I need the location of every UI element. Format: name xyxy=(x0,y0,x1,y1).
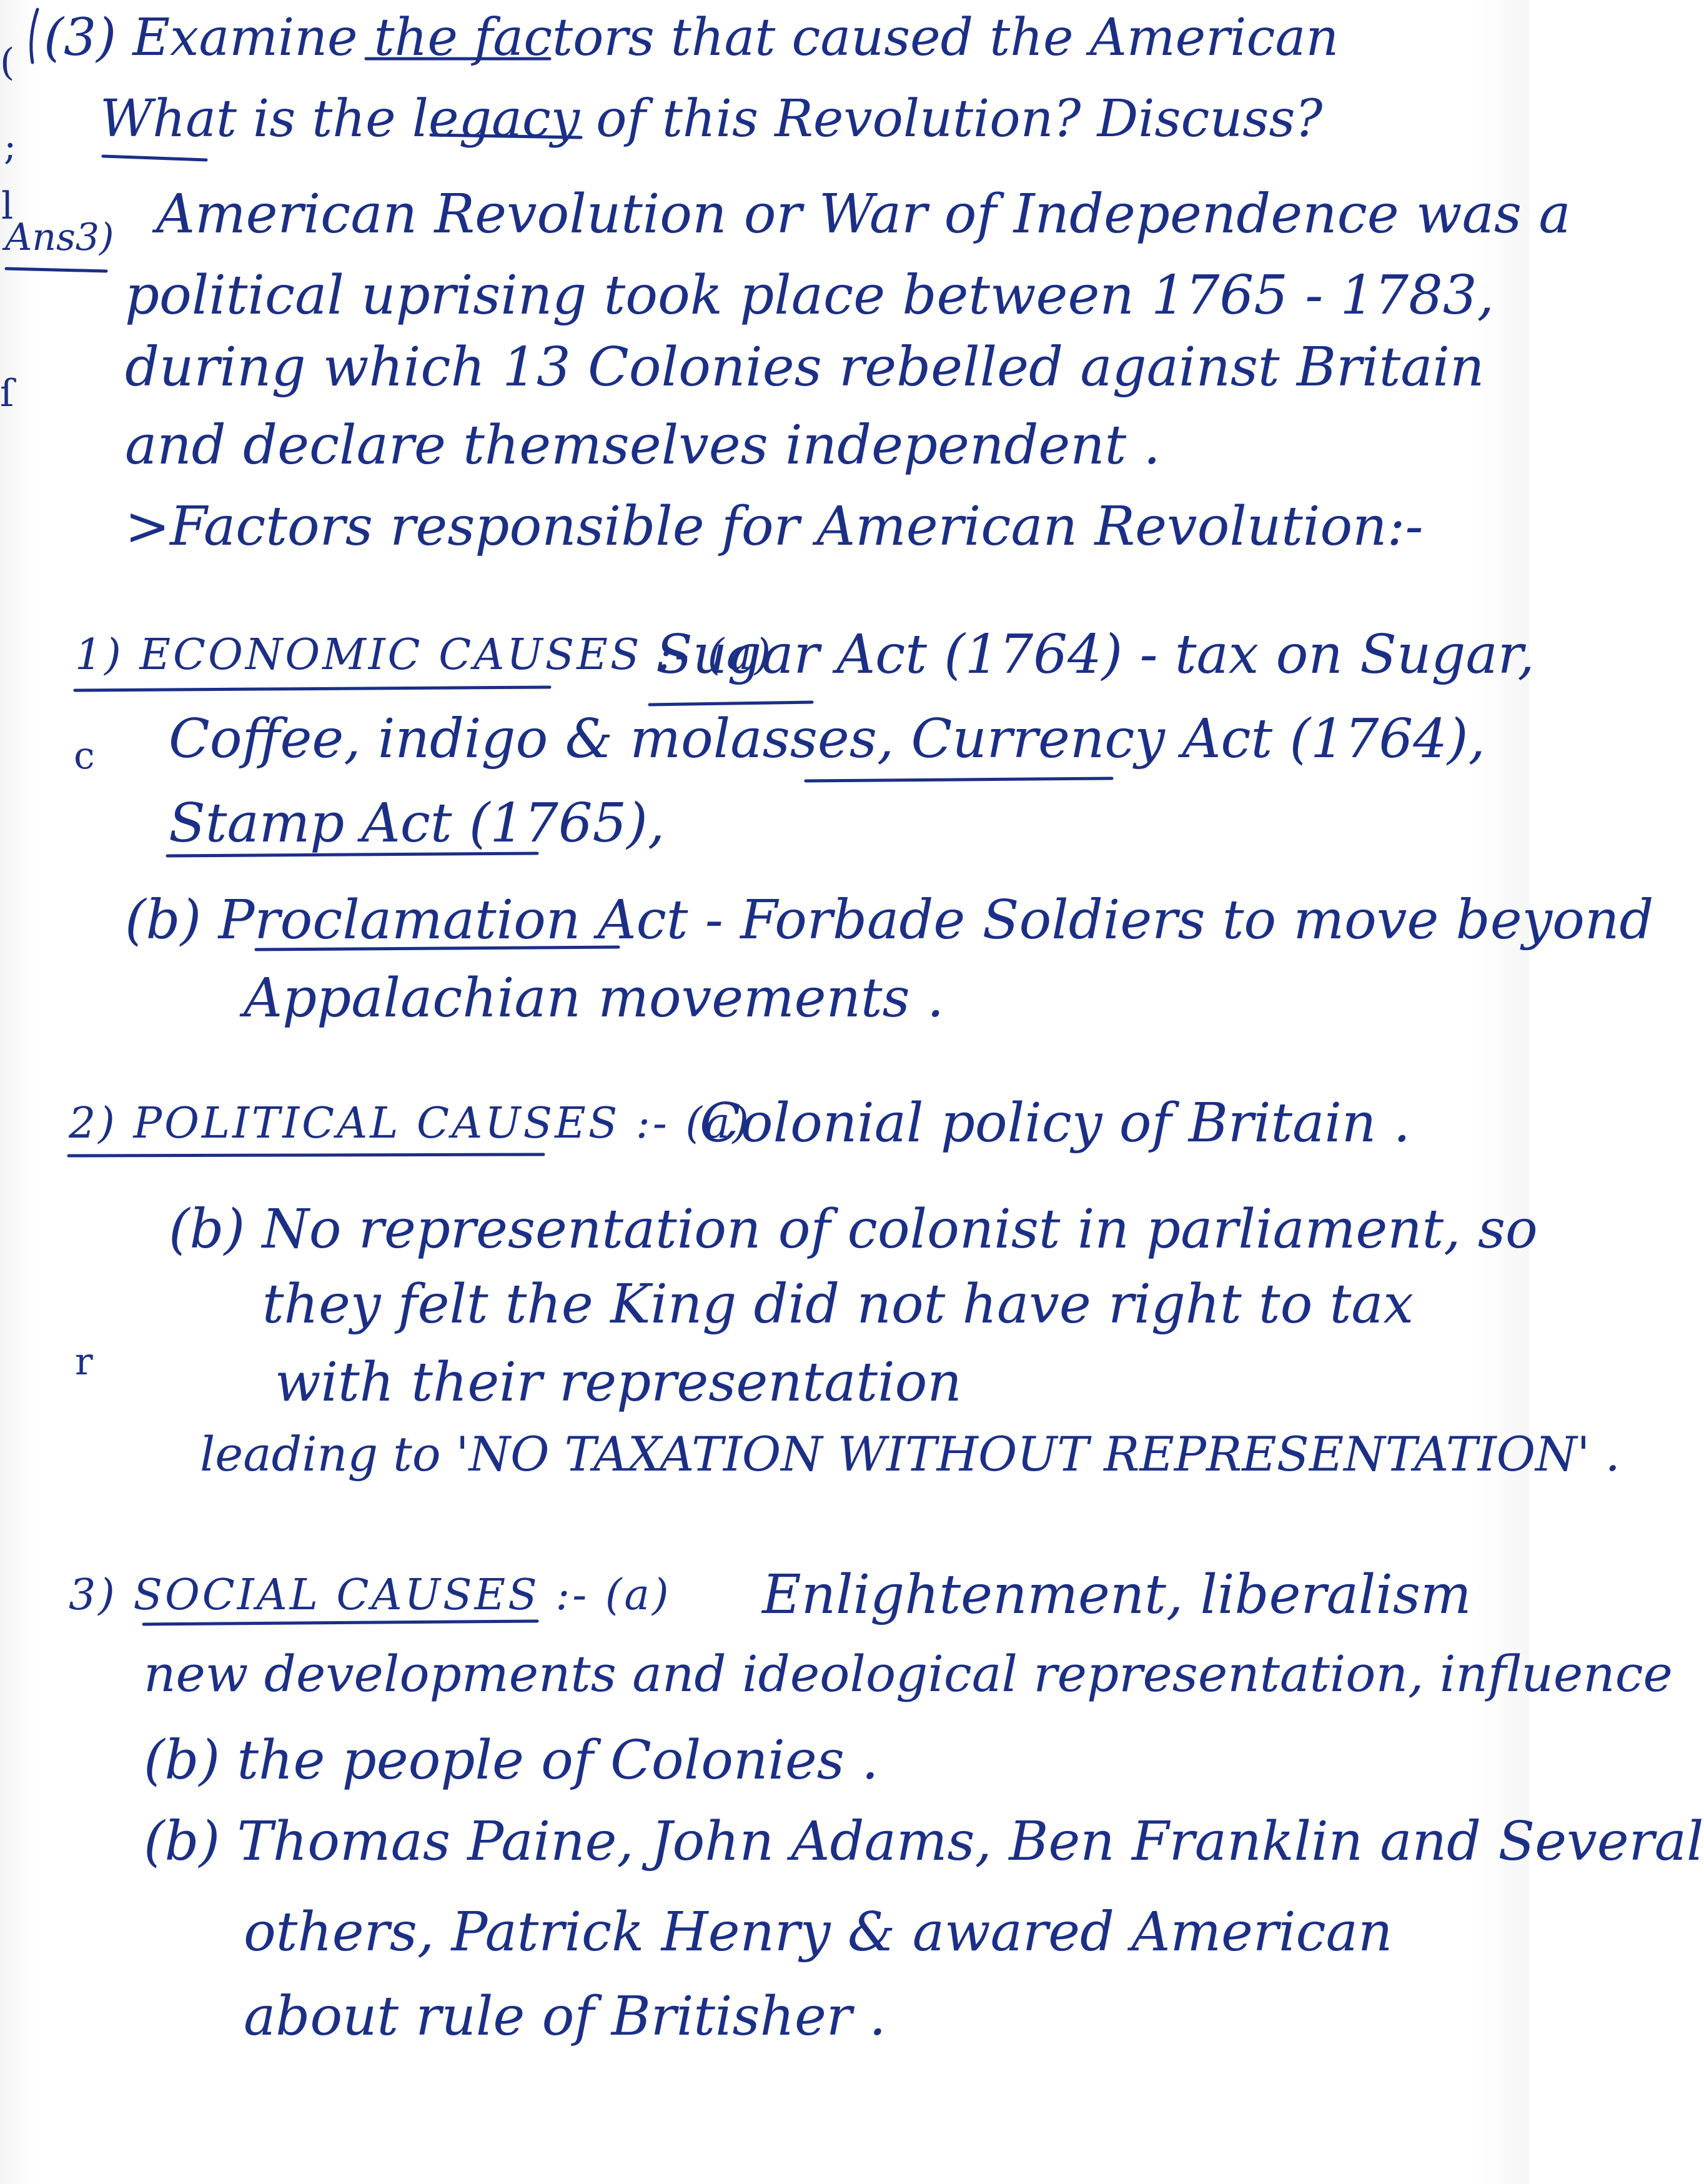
intro-line-2: political uprising took place between 1765 - 1783, xyxy=(125,264,1494,327)
margin-mark: ; xyxy=(4,125,17,169)
intro-line-1: American Revolution or War of Independence was a xyxy=(156,183,1571,246)
underline-social xyxy=(144,1621,537,1624)
intro-line-3: during which 13 Colonies rebelled against Britain xyxy=(125,336,1485,399)
answer-label: Ans3) xyxy=(5,216,114,259)
underline-economic xyxy=(75,687,550,690)
economic-a-line-2: Coffee, indigo & molasses, Currency Act (1764), xyxy=(169,708,1485,770)
question-line-1: (3) Examine the factors that caused the American xyxy=(44,8,1339,67)
underline-sugar-act xyxy=(650,702,812,705)
question-line-2: What is the legacy of this Revolution? Discuss? xyxy=(100,89,1323,149)
social-a-line-3: (b) the people of Colonies . xyxy=(144,1729,879,1792)
underline-what xyxy=(103,156,206,160)
political-a: Colonial policy of Britain . xyxy=(700,1092,1410,1154)
underline-ans-label xyxy=(6,269,106,271)
margin-mark: ( xyxy=(0,41,15,84)
underline-political xyxy=(69,1154,543,1156)
intro-line-4: and declare themselves independent . xyxy=(125,414,1161,477)
social-b-line-3: about rule of Britisher . xyxy=(244,1985,886,2048)
economic-heading: 1) ECONOMIC CAUSES :- (a) xyxy=(75,630,774,680)
margin-mark: l xyxy=(1,184,14,228)
bracket-mark xyxy=(31,9,37,62)
political-b-line-1: (b) No representation of colonist in parliament, so xyxy=(169,1198,1538,1261)
social-b-line-2: others, Patrick Henry & awared American xyxy=(244,1901,1393,1963)
political-b-line-2: they felt the King did not have right to tax xyxy=(262,1273,1414,1336)
social-a-line-2: new developments and ideological representation, influence xyxy=(144,1645,1673,1703)
political-b-line-4: leading to 'NO TAXATION WITHOUT REPRESENTATION' . xyxy=(200,1426,1620,1482)
underline-currency-act xyxy=(806,778,1112,781)
margin-mark: c xyxy=(74,734,95,778)
margin-mark: ſ xyxy=(0,372,14,415)
factors-heading: >Factors responsible for American Revolution:- xyxy=(125,495,1424,558)
economic-a-line-3: Stamp Act (1765), xyxy=(169,792,665,855)
economic-a-line-1: Sugar Act (1764) - tax on Sugar, xyxy=(656,623,1535,686)
social-b-line-1: (b) Thomas Paine, John Adams, Ben Franklin and Several xyxy=(144,1810,1704,1873)
economic-b-line-2: Appalachian movements . xyxy=(244,967,944,1030)
margin-mark: r xyxy=(75,1340,93,1384)
social-heading: 3) SOCIAL CAUSES :- (a) xyxy=(69,1571,671,1620)
economic-b-line-1: (b) Proclamation Act - Forbade Soldiers to move beyond xyxy=(125,889,1654,951)
social-a-line-1: Enlightenment, liberalism xyxy=(762,1564,1472,1626)
political-heading: 2) POLITICAL CAUSES :- (a) xyxy=(69,1099,752,1148)
political-b-line-3: with their representation xyxy=(275,1351,962,1414)
